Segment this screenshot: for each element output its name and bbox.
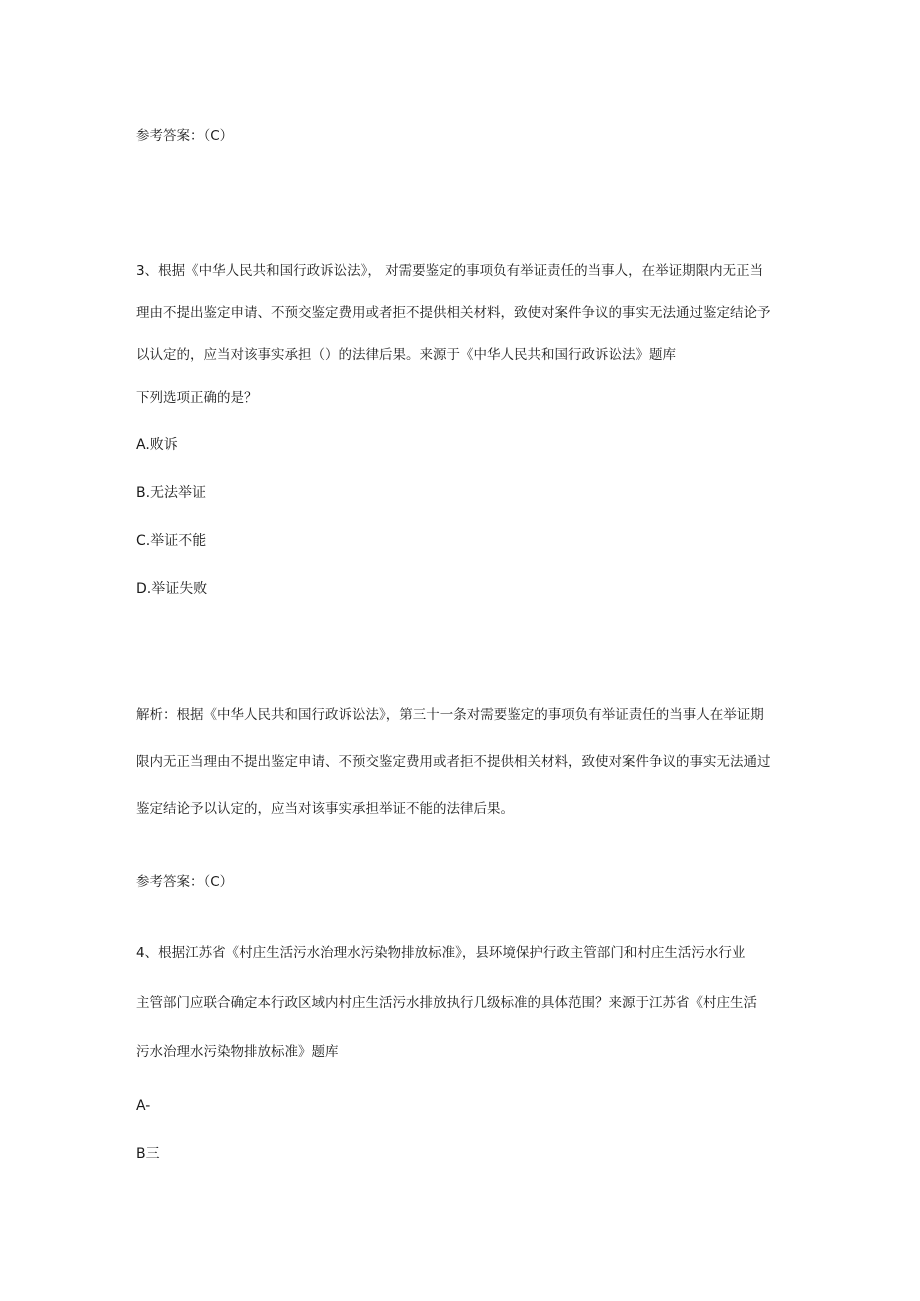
analysis-3-line-2: 限内无正当理由不提出鉴定申请、不预交鉴定费用或者拒不提供相关材料，致使对案件争议的事实无法通过 (136, 754, 771, 770)
question-4-line-1: 4、根据江苏省《村庄生活污水治理水污染物排放标准》，县环境保护行政主管部门和村庄生活污水行业 (136, 945, 746, 961)
question-3-line-3: 以认定的，应当对该事实承担（）的法律后果。来源于《中华人民共和国行政诉讼法》题库 (136, 347, 676, 363)
question-4-option-b: B三 (136, 1146, 160, 1162)
question-3-option-c: C.举证不能 (136, 533, 207, 549)
answer-3: 参考答案：（C） (136, 874, 234, 890)
answer-1: 参考答案：（C） (136, 128, 234, 144)
question-3-line-2: 理由不提出鉴定申请、不预交鉴定费用或者拒不提供相关材料，致使对案件争议的事实无法通过鉴定结论予 (136, 305, 771, 321)
analysis-3-line-3: 鉴定结论予以认定的，应当对该事实承担举证不能的法律后果。 (136, 801, 514, 817)
question-4-line-3: 污水治理水污染物排放标准》题库 (136, 1044, 339, 1060)
question-3-option-a: A.败诉 (136, 437, 178, 453)
question-3-prompt: 下列选项正确的是？ (136, 390, 258, 406)
analysis-3-line-1: 解析：根据《中华人民共和国行政诉讼法》，第三十一条对需要鉴定的事项负有举证责任的当事人在举证期 (136, 707, 764, 723)
question-4-option-a: A- (136, 1098, 151, 1114)
question-4-line-2: 主管部门应联合确定本行政区域内村庄生活污水排放执行几级标准的具体范围？来源于江苏省《村庄生活 (136, 995, 757, 1011)
question-3-option-d: D.举证失败 (136, 581, 208, 597)
question-3-option-b: B.无法举证 (136, 485, 207, 501)
question-3-line-1: 3、根据《中华人民共和国行政诉讼法》， 对需要鉴定的事项负有举证责任的当事人，在举证期限内无正当 (136, 263, 764, 279)
